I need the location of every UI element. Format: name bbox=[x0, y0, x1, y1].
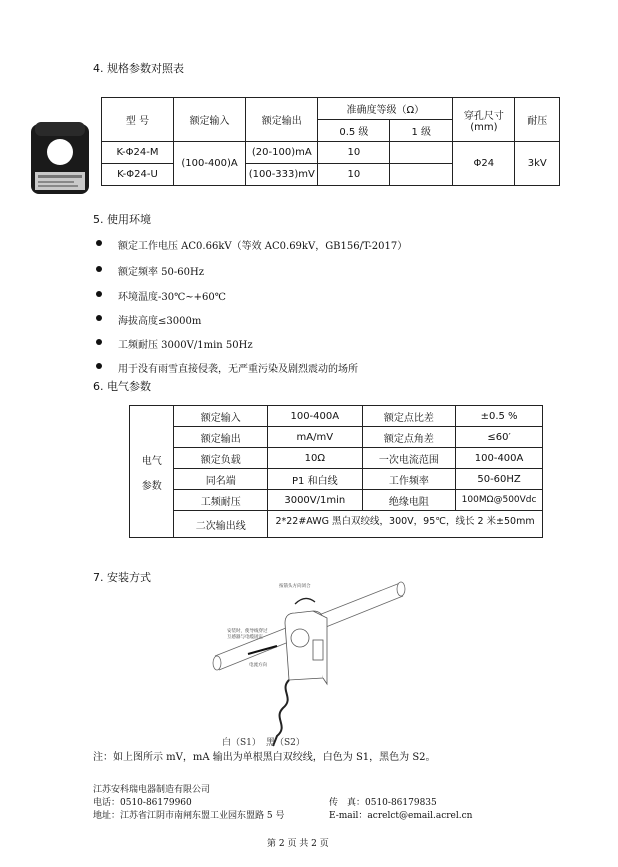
bullet-icon bbox=[96, 266, 102, 272]
installation-note: 注：如上图所示 mV，mA 输出为单根黑白双绞线，白色为 S1，黑色为 S2。 bbox=[93, 752, 436, 763]
param-value: 100MΩ@500Vdc bbox=[456, 490, 543, 511]
section-6-title: 6. 电气参数 bbox=[93, 380, 151, 393]
param-value: P1 和白线 bbox=[268, 469, 362, 490]
fax: 传 真：0510-86179835 bbox=[329, 798, 437, 808]
diagram-label-top: 按箭头方向闭合 bbox=[279, 584, 311, 589]
product-image bbox=[25, 118, 95, 198]
address: 地址：江苏省江阴市南闸东盟工业园东盟路 5 号 bbox=[93, 811, 285, 821]
table-row bbox=[130, 406, 543, 427]
table-row bbox=[130, 469, 543, 490]
header-hole bbox=[453, 98, 515, 142]
table-row bbox=[130, 490, 543, 511]
company-name: 江苏安科瑞电器制造有限公司 bbox=[93, 785, 211, 795]
cell-output: (20-100)mA bbox=[246, 142, 318, 164]
close-arrow-icon bbox=[295, 598, 315, 604]
param-value: 10Ω bbox=[268, 448, 362, 469]
param-key: 额定输出 bbox=[174, 427, 268, 448]
header-rated-input: 额定输入 bbox=[174, 98, 246, 142]
spec-table bbox=[101, 97, 560, 186]
cell-output: (100-333)mV bbox=[246, 164, 318, 186]
param-value: ±0.5 % bbox=[456, 406, 543, 427]
param-key: 额定负载 bbox=[174, 448, 268, 469]
header-hole-label: 穿孔尺寸 bbox=[463, 110, 504, 122]
param-value: mA/mV bbox=[268, 427, 362, 448]
header-acc-05: 0.5 级 bbox=[318, 120, 390, 142]
cell-acc-05: 10 bbox=[318, 164, 390, 186]
section-4-title: 4. 规格参数对照表 bbox=[93, 62, 184, 75]
cell-hole: Φ24 bbox=[453, 142, 515, 186]
param-value: 2*22#AWG 黑白双绞线，300V，95℃，线长 2 米±50mm bbox=[268, 511, 543, 538]
header-acc-1: 1 级 bbox=[390, 120, 453, 142]
param-key: 额定点比差 bbox=[362, 406, 456, 427]
bullet-icon bbox=[96, 339, 102, 345]
group-label: 电气 参数 bbox=[130, 406, 174, 538]
current-transformer-photo bbox=[25, 118, 95, 198]
diagram-label-left: 安装时，使导线穿过 bbox=[227, 629, 268, 634]
param-value: ≤60′ bbox=[456, 427, 543, 448]
section-7-title: 7. 安装方式 bbox=[93, 571, 151, 584]
cell-model: K-Φ24-M bbox=[102, 142, 174, 164]
header-rated-output: 额定输出 bbox=[246, 98, 318, 142]
cell-acc-1 bbox=[390, 164, 453, 186]
param-value: 3000V/1min bbox=[268, 490, 362, 511]
electrical-table bbox=[129, 405, 543, 538]
param-key: 绝缘电阻 bbox=[362, 490, 456, 511]
ct-installation-drawing bbox=[205, 578, 465, 748]
cell-acc-05: 10 bbox=[318, 142, 390, 164]
table-row bbox=[102, 142, 560, 164]
wire-label-black: 黑（S2） bbox=[266, 738, 305, 748]
param-value: 100-400A bbox=[456, 448, 543, 469]
wire-label-white: 白（S1） bbox=[222, 738, 261, 748]
phone: 电话：0510-86179960 bbox=[93, 798, 192, 808]
diagram-label-left: 互感器与电缆固定 bbox=[227, 635, 263, 640]
cell-input: (100-400)A bbox=[174, 142, 246, 186]
param-key: 二次输出线 bbox=[174, 511, 268, 538]
header-accuracy: 准确度等级（Ω） bbox=[318, 98, 453, 120]
param-key: 同名端 bbox=[174, 469, 268, 490]
param-key: 工频耐压 bbox=[174, 490, 268, 511]
header-withstand: 耐压 bbox=[515, 98, 560, 142]
header-model: 型 号 bbox=[102, 98, 174, 142]
section-5-title: 5. 使用环境 bbox=[93, 213, 151, 226]
cell-acc-1 bbox=[390, 142, 453, 164]
cell-withstand: 3kV bbox=[515, 142, 560, 186]
email: E-mail：acrelct@email.acrel.cn bbox=[329, 811, 473, 821]
table-row bbox=[130, 511, 543, 538]
param-value: 50-60HZ bbox=[456, 469, 543, 490]
installation-diagram bbox=[205, 578, 465, 748]
ct-body bbox=[285, 611, 327, 684]
bullet-icon bbox=[96, 363, 102, 369]
param-key: 工作频率 bbox=[362, 469, 456, 490]
table-row bbox=[130, 427, 543, 448]
table-row bbox=[130, 448, 543, 469]
param-key: 额定输入 bbox=[174, 406, 268, 427]
param-key: 一次电流范围 bbox=[362, 448, 456, 469]
header-hole-unit: (mm) bbox=[470, 121, 498, 133]
page-number: 第 2 页 共 2 页 bbox=[267, 839, 329, 849]
param-value: 100-400A bbox=[268, 406, 362, 427]
diagram-label-arrow: 电流方向 bbox=[249, 663, 267, 668]
bullet-icon bbox=[96, 315, 102, 321]
param-key: 额定点角差 bbox=[362, 427, 456, 448]
bullet-icon bbox=[96, 291, 102, 297]
bullet-icon bbox=[96, 240, 102, 246]
cell-model: K-Φ24-U bbox=[102, 164, 174, 186]
